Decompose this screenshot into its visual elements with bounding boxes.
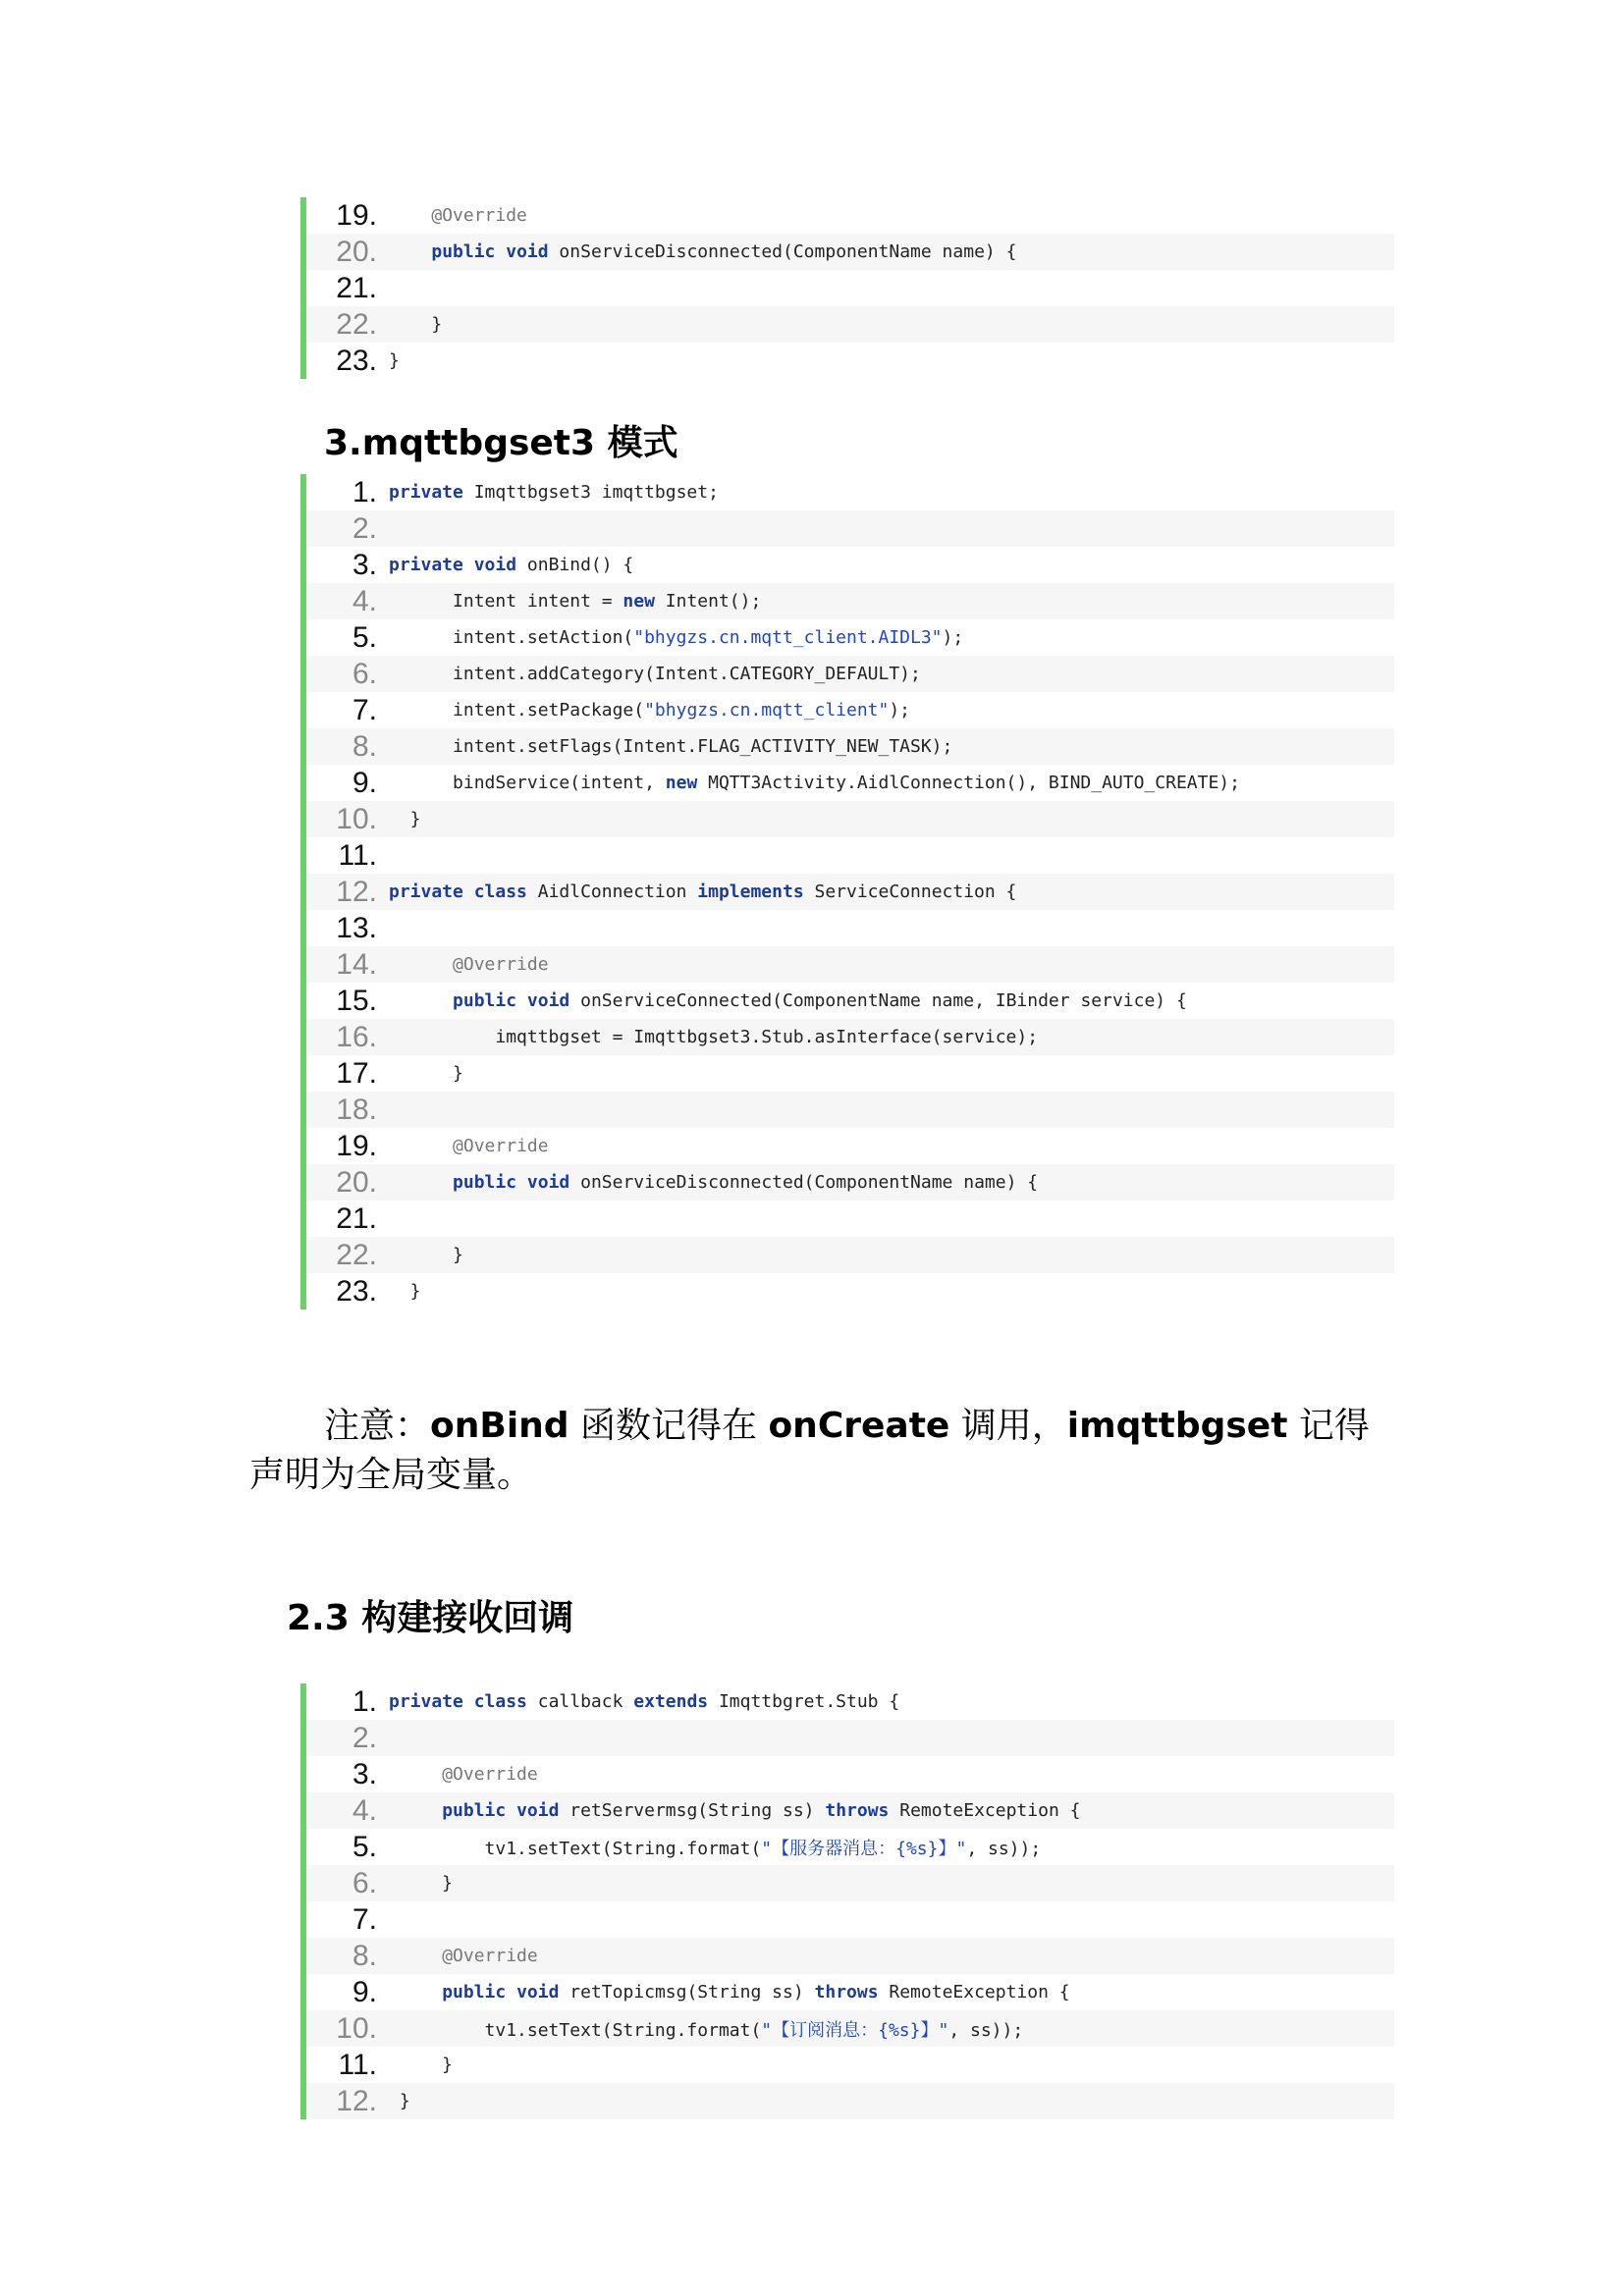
code-text bbox=[389, 1982, 1070, 2002]
code-token bbox=[516, 1172, 527, 1193]
code-line bbox=[306, 1273, 1394, 1309]
code-line bbox=[306, 583, 1394, 619]
code-token: onServiceConnected(ComponentName name, IBinder service) { bbox=[569, 990, 1187, 1011]
code-text bbox=[389, 482, 719, 503]
code-text bbox=[389, 241, 1016, 262]
code-line bbox=[306, 983, 1394, 1019]
code-line bbox=[306, 1720, 1394, 1756]
line-number: 3. bbox=[352, 1757, 377, 1790]
code-token: } bbox=[389, 1281, 421, 1302]
code-line bbox=[306, 547, 1394, 583]
code-line bbox=[306, 1092, 1394, 1128]
code-text bbox=[389, 990, 1187, 1011]
code-token: void bbox=[506, 241, 549, 262]
line-number: 11. bbox=[338, 2048, 377, 2081]
code-text bbox=[389, 555, 633, 575]
code-token: new bbox=[665, 773, 698, 793]
code-line bbox=[306, 1683, 1394, 1720]
line-number: 4. bbox=[352, 1793, 377, 1827]
code-line bbox=[306, 1901, 1394, 1938]
line-number: 15. bbox=[336, 984, 377, 1017]
note-text-3: 调用， bbox=[949, 1406, 1067, 1446]
code-line bbox=[306, 1865, 1394, 1901]
code-token: throws bbox=[825, 1800, 890, 1821]
code-text bbox=[389, 1281, 421, 1302]
code-text bbox=[389, 1063, 463, 1084]
code-line bbox=[306, 1128, 1394, 1164]
code-token bbox=[506, 1800, 516, 1821]
code-text bbox=[389, 350, 400, 371]
code-token bbox=[389, 1172, 453, 1193]
code-token: "【订阅消息：{%s}】" bbox=[761, 2019, 949, 2041]
code-line bbox=[306, 1829, 1394, 1865]
code-line bbox=[306, 837, 1394, 874]
code-line bbox=[306, 946, 1394, 983]
code-token: intent.setPackage( bbox=[389, 700, 645, 721]
code-text bbox=[389, 1946, 538, 1966]
code-line bbox=[306, 197, 1394, 234]
code-text bbox=[389, 954, 549, 975]
line-number: 5. bbox=[352, 1830, 377, 1863]
code-token: , ss)); bbox=[966, 1838, 1042, 1859]
code-line bbox=[306, 1792, 1394, 1829]
code-token: void bbox=[473, 555, 517, 575]
line-number: 9. bbox=[352, 766, 377, 799]
code-text bbox=[389, 1835, 1041, 1860]
code-token: "【服务器消息：{%s}】" bbox=[761, 1838, 967, 1859]
code-text bbox=[389, 700, 910, 721]
code-token: RemoteException { bbox=[889, 1800, 1081, 1821]
code-token: imqttbgset = Imqttbgset3.Stub.asInterface(service); bbox=[389, 1027, 1039, 1047]
code-token: } bbox=[389, 2091, 410, 2111]
code-line bbox=[306, 656, 1394, 692]
code-token: "bhygzs.cn.mqtt_client" bbox=[644, 700, 890, 721]
code-token: @Override bbox=[453, 1136, 549, 1156]
code-text bbox=[389, 1764, 538, 1785]
code-token: extends bbox=[633, 1691, 709, 1712]
code-text bbox=[389, 1800, 1080, 1821]
code-text bbox=[389, 591, 761, 612]
code-text bbox=[389, 1691, 899, 1712]
code-token: @Override bbox=[453, 954, 549, 975]
code-line bbox=[306, 234, 1394, 270]
code-token: tv1.setText(String.format( bbox=[389, 2019, 762, 2041]
code-token: private bbox=[389, 1691, 463, 1712]
code-token: callback bbox=[526, 1691, 634, 1712]
code-line bbox=[306, 910, 1394, 946]
code-token: private bbox=[389, 881, 463, 902]
code-line bbox=[306, 1756, 1394, 1792]
code-line bbox=[306, 474, 1394, 510]
code-token: } bbox=[389, 350, 400, 371]
section-heading-2-3: 2.3 构建接收回调 bbox=[287, 1598, 574, 1638]
code-token bbox=[389, 1764, 442, 1785]
line-number: 22. bbox=[336, 307, 377, 341]
code-text bbox=[389, 1245, 463, 1265]
code-block-callback bbox=[300, 1683, 1394, 2119]
code-token: , ss)); bbox=[948, 2019, 1024, 2041]
code-text bbox=[389, 2055, 453, 2075]
note-imqttbgset: imqttbgset bbox=[1066, 1406, 1288, 1446]
code-token bbox=[463, 881, 474, 902]
code-token: ); bbox=[889, 700, 911, 721]
code-token: class bbox=[473, 1691, 527, 1712]
code-text bbox=[389, 2016, 1023, 2042]
line-number: 21. bbox=[336, 271, 377, 304]
line-number: 20. bbox=[336, 235, 377, 268]
line-number: 14. bbox=[336, 947, 377, 981]
code-token: } bbox=[389, 1873, 454, 1894]
line-number: 6. bbox=[352, 657, 377, 690]
code-text bbox=[389, 314, 442, 335]
code-token bbox=[389, 954, 453, 975]
code-token bbox=[463, 1691, 474, 1712]
code-token: Intent intent = bbox=[389, 591, 623, 612]
line-number: 17. bbox=[336, 1056, 377, 1090]
code-token: void bbox=[516, 1800, 560, 1821]
code-text bbox=[389, 881, 1016, 902]
line-number: 9. bbox=[352, 1975, 377, 2008]
code-line bbox=[306, 1938, 1394, 1974]
note-text-4: 记得声明为全局变量。 bbox=[249, 1406, 1370, 1495]
code-token: intent.setFlags(Intent.FLAG_ACTIVITY_NEW_TASK); bbox=[389, 736, 953, 757]
code-token: public bbox=[442, 1982, 507, 2002]
line-number: 8. bbox=[352, 1939, 377, 1972]
line-number: 13. bbox=[336, 911, 377, 944]
line-number: 8. bbox=[352, 729, 377, 763]
code-line bbox=[306, 1164, 1394, 1201]
code-text bbox=[389, 627, 963, 648]
code-token bbox=[389, 205, 431, 226]
code-token bbox=[516, 990, 527, 1011]
code-token: void bbox=[526, 990, 570, 1011]
line-number: 5. bbox=[352, 620, 377, 654]
code-line bbox=[306, 728, 1394, 765]
code-token: @Override bbox=[442, 1946, 538, 1966]
code-token: private bbox=[389, 555, 463, 575]
code-token: ); bbox=[942, 627, 964, 648]
code-text bbox=[389, 736, 952, 757]
section-heading-mqttbgset3: 3.mqttbgset3 模式 bbox=[324, 423, 678, 463]
code-line bbox=[306, 2047, 1394, 2083]
code-token: new bbox=[623, 591, 655, 612]
code-line bbox=[306, 619, 1394, 656]
code-line bbox=[306, 2083, 1394, 2119]
line-number: 23. bbox=[336, 344, 377, 377]
line-number: 18. bbox=[336, 1093, 377, 1126]
code-token: ServiceConnection { bbox=[803, 881, 1017, 902]
code-token: Imqttbgret.Stub { bbox=[708, 1691, 900, 1712]
line-number: 16. bbox=[336, 1020, 377, 1053]
code-token: } bbox=[389, 2055, 454, 2075]
code-token: Imqttbgset3 imqttbgset; bbox=[462, 482, 719, 503]
code-line bbox=[306, 2010, 1394, 2047]
code-token: } bbox=[389, 809, 421, 829]
code-text bbox=[389, 1027, 1038, 1047]
code-token bbox=[463, 555, 474, 575]
code-text bbox=[389, 1873, 453, 1894]
code-token: implements bbox=[697, 881, 804, 902]
code-block-service-callbacks bbox=[300, 197, 1394, 379]
line-number: 20. bbox=[336, 1165, 377, 1199]
code-token bbox=[506, 1982, 516, 2002]
code-token: } bbox=[389, 1063, 463, 1084]
code-text bbox=[389, 773, 1240, 793]
line-number: 2. bbox=[352, 511, 377, 545]
code-token: @Override bbox=[431, 205, 527, 226]
line-number: 23. bbox=[336, 1274, 377, 1308]
code-token bbox=[389, 1946, 442, 1966]
code-text bbox=[389, 809, 421, 829]
code-line bbox=[306, 692, 1394, 728]
code-line bbox=[306, 1237, 1394, 1273]
code-line bbox=[306, 1055, 1394, 1092]
code-token bbox=[389, 990, 453, 1011]
code-text bbox=[389, 1172, 1038, 1193]
code-token: tv1.setText(String.format( bbox=[389, 1838, 762, 1859]
code-token: RemoteException { bbox=[878, 1982, 1070, 2002]
code-line bbox=[306, 343, 1394, 379]
line-number: 4. bbox=[352, 584, 377, 617]
line-number: 1. bbox=[352, 475, 377, 508]
code-token: void bbox=[526, 1172, 570, 1193]
code-token: onServiceDisconnected(ComponentName name) { bbox=[548, 241, 1017, 262]
code-token: public bbox=[453, 990, 517, 1011]
code-text bbox=[389, 205, 527, 226]
note-prefix: 注意： bbox=[324, 1406, 431, 1446]
line-number: 21. bbox=[336, 1201, 377, 1235]
code-line bbox=[306, 270, 1394, 306]
code-token bbox=[495, 241, 506, 262]
line-number: 10. bbox=[336, 802, 377, 835]
note-text-2: 函数记得在 bbox=[568, 1406, 769, 1446]
code-token: throws bbox=[814, 1982, 879, 2002]
code-token bbox=[389, 1136, 453, 1156]
note-paragraph bbox=[249, 1402, 1388, 1500]
code-block-onbind bbox=[300, 474, 1394, 1309]
line-number: 19. bbox=[336, 1129, 377, 1162]
code-token: class bbox=[473, 881, 527, 902]
line-number: 1. bbox=[352, 1684, 377, 1718]
code-token: "bhygzs.cn.mqtt_client.AIDL3" bbox=[633, 627, 943, 648]
note-oncreate: onCreate bbox=[768, 1406, 950, 1446]
code-token bbox=[389, 1982, 442, 2002]
code-text bbox=[389, 664, 921, 684]
code-token: MQTT3Activity.AidlConnection(), BIND_AUTO_CREATE); bbox=[697, 773, 1240, 793]
code-token: public bbox=[453, 1172, 517, 1193]
line-number: 12. bbox=[336, 2084, 377, 2117]
code-token: Intent(); bbox=[654, 591, 762, 612]
line-number: 10. bbox=[336, 2011, 377, 2045]
code-token: void bbox=[516, 1982, 560, 2002]
note-onbind: onBind bbox=[430, 1406, 569, 1446]
code-token: bindService(intent, bbox=[389, 773, 666, 793]
code-token: retServermsg(String ss) bbox=[559, 1800, 826, 1821]
line-number: 3. bbox=[352, 548, 377, 581]
line-number: 7. bbox=[352, 1902, 377, 1936]
code-token: private bbox=[389, 482, 463, 503]
code-line bbox=[306, 801, 1394, 837]
code-token: public bbox=[431, 241, 496, 262]
code-token: public bbox=[442, 1800, 507, 1821]
line-number: 22. bbox=[336, 1238, 377, 1271]
code-line bbox=[306, 1201, 1394, 1237]
line-number: 6. bbox=[352, 1866, 377, 1899]
code-line bbox=[306, 510, 1394, 547]
code-token: intent.setAction( bbox=[389, 627, 634, 648]
line-number: 11. bbox=[338, 838, 377, 872]
code-token bbox=[389, 1800, 442, 1821]
code-token: } bbox=[389, 314, 443, 335]
code-text bbox=[389, 1136, 549, 1156]
line-number: 12. bbox=[336, 875, 377, 908]
line-number: 2. bbox=[352, 1721, 377, 1754]
code-token: } bbox=[389, 1245, 463, 1265]
code-token: onServiceDisconnected(ComponentName name) { bbox=[569, 1172, 1039, 1193]
code-token: retTopicmsg(String ss) bbox=[559, 1982, 815, 2002]
code-token: onBind() { bbox=[516, 555, 634, 575]
code-token: AidlConnection bbox=[526, 881, 698, 902]
code-text bbox=[389, 2091, 410, 2111]
code-token bbox=[389, 241, 431, 262]
code-line bbox=[306, 874, 1394, 910]
code-line bbox=[306, 1019, 1394, 1055]
line-number: 7. bbox=[352, 693, 377, 726]
code-token: intent.addCategory(Intent.CATEGORY_DEFAULT); bbox=[389, 664, 921, 684]
code-token: @Override bbox=[442, 1764, 538, 1785]
code-line bbox=[306, 1974, 1394, 2010]
code-line bbox=[306, 765, 1394, 801]
code-line bbox=[306, 306, 1394, 343]
line-number: 19. bbox=[336, 198, 377, 232]
